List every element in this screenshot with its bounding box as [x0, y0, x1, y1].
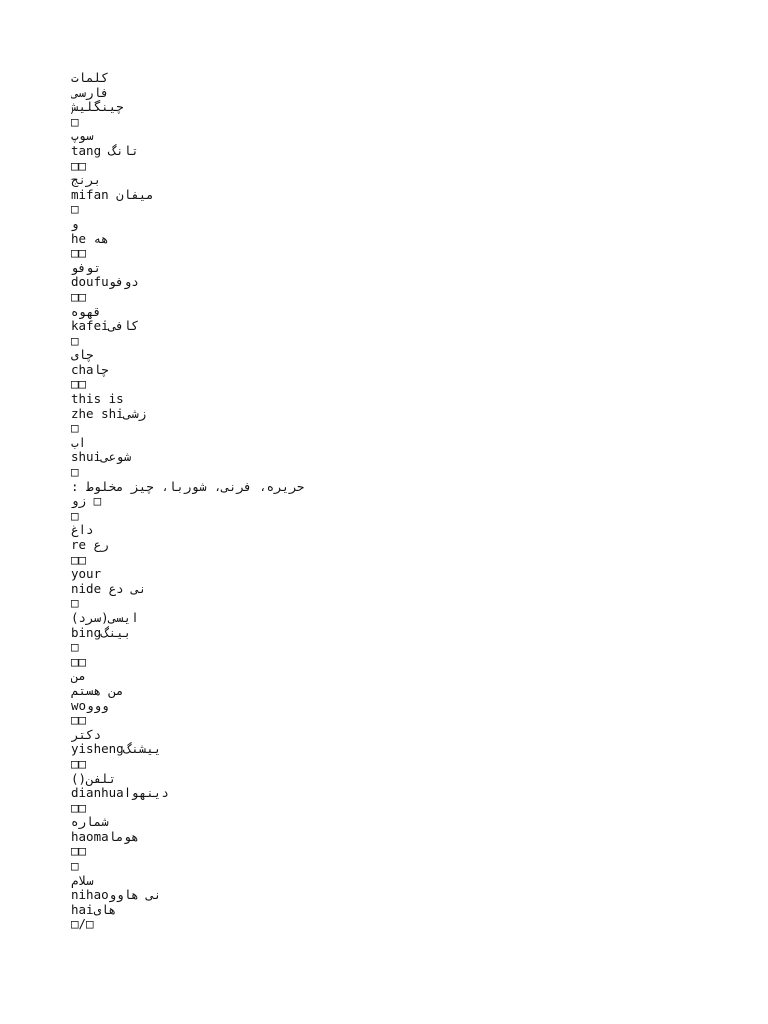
- text-line: شماره: [71, 815, 109, 830]
- text-line: برنج: [71, 173, 102, 188]
- text-line: □□: [71, 654, 87, 669]
- text-line: □□: [71, 289, 87, 304]
- text-line: : حریره، فرنی، شوربا، چیز مخلوط: [71, 479, 305, 494]
- text-line: haiهای: [71, 902, 117, 917]
- text-line: من: [71, 669, 87, 684]
- text-line: nide نی دع: [71, 581, 147, 596]
- text-line: nihaoنی هاوو: [71, 888, 162, 903]
- text-line: □□: [71, 800, 87, 815]
- text-line: □□: [71, 844, 87, 859]
- text-line: □: [71, 465, 79, 480]
- text-line: □□: [71, 756, 87, 771]
- text-line: dianhuaدینهوا: [71, 786, 169, 801]
- text-line: chaچا: [71, 362, 109, 377]
- text-line: □: [71, 640, 79, 655]
- text-line: mifan میفان: [71, 187, 154, 202]
- text-line: من هستم: [71, 683, 124, 698]
- text-line: سلام: [71, 873, 94, 888]
- text-line: ()تلفن: [71, 771, 117, 786]
- text-line: اب: [71, 435, 87, 450]
- text-line: zhe shiزشی: [71, 406, 147, 421]
- text-line: woووو: [71, 698, 109, 713]
- text-line: فارسی: [71, 85, 109, 100]
- text-line: زو □: [71, 494, 102, 509]
- text-line: tang تانگ: [71, 143, 139, 158]
- text-line: □□: [71, 552, 87, 567]
- text-line: توفو: [71, 260, 102, 275]
- text-line: re رع: [71, 538, 109, 552]
- text-line: yishengییشنگ: [71, 742, 162, 757]
- text-line: □: [71, 114, 79, 129]
- text-line: کلمات: [71, 71, 109, 85]
- text-line: this is: [71, 392, 124, 407]
- text-line: قهوه: [71, 304, 102, 319]
- text-line: □/□: [71, 917, 94, 932]
- text-line: چینگلیش: [71, 100, 124, 115]
- text-line: □: [71, 508, 79, 523]
- text-line: □: [71, 859, 79, 874]
- text-line: □□: [71, 377, 87, 392]
- document-page: [71, 71, 711, 932]
- text-line: چای: [71, 348, 94, 363]
- text-line: shuiشوعی: [71, 450, 132, 465]
- text-line: □: [71, 202, 79, 217]
- text-line: و: [71, 216, 79, 231]
- text-line: kafeiکافی: [71, 319, 139, 334]
- text-line: □□: [71, 713, 87, 728]
- text-line: he هه: [71, 231, 109, 246]
- text-line: □: [71, 596, 79, 611]
- text-line: haomaهوما: [71, 829, 139, 844]
- text-line: □□: [71, 158, 87, 173]
- text-line: داغ: [71, 523, 94, 538]
- text-line: دکتر: [71, 727, 102, 742]
- text-line: □: [71, 333, 79, 348]
- text-line: your: [71, 567, 102, 582]
- text-line: ایسی(سرد): [71, 610, 139, 625]
- text-line: doufuدوفو: [71, 275, 139, 290]
- text-line: bingبینگ: [71, 625, 132, 640]
- text-line: سوپ: [71, 129, 94, 144]
- text-line: □: [71, 421, 79, 436]
- text-line: □□: [71, 246, 87, 261]
